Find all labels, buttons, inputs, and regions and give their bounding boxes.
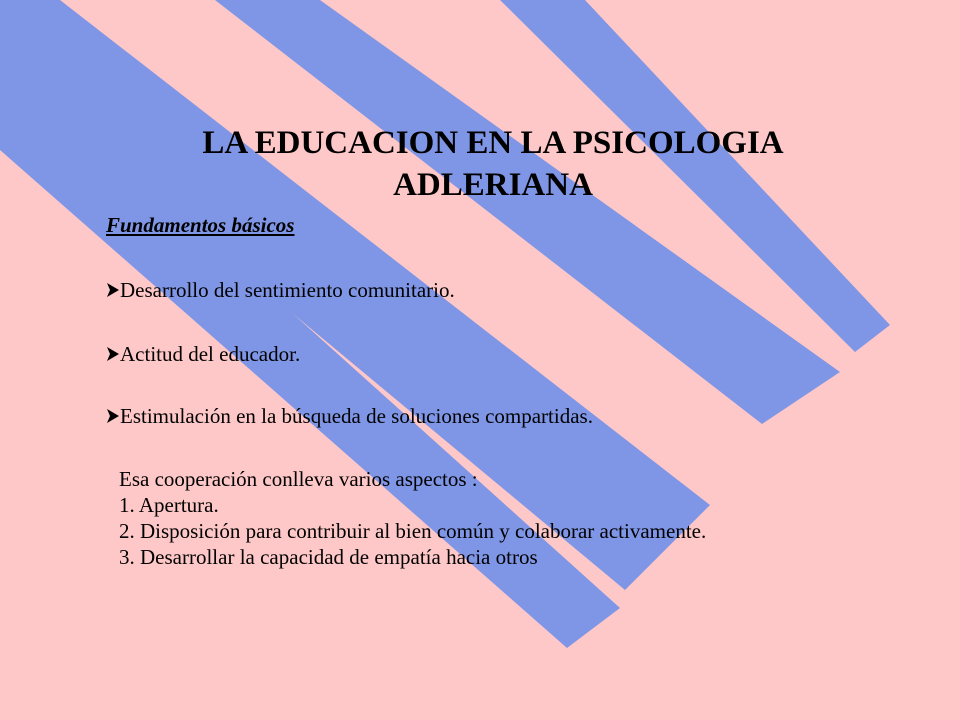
cooperation-block (119, 466, 706, 570)
title-line-2: ADLERIANA (393, 167, 593, 203)
bullet-text: Actitud del educador. (120, 342, 301, 366)
bullet-text: Desarrollo del sentimiento comunitario. (120, 278, 455, 302)
cooperation-item: 1. Apertura. (119, 493, 219, 517)
list-item (106, 341, 300, 367)
title-line-1: LA EDUCACION EN LA PSICOLOGIA (202, 125, 784, 161)
arrowhead-bullet-icon (106, 346, 120, 362)
list-item (106, 277, 455, 303)
page-title (100, 122, 886, 206)
bullet-text: Estimulación en la búsqueda de soluciones compartidas. (120, 404, 593, 428)
cooperation-item: 3. Desarrollar la capacidad de empatía hacia otros (119, 545, 538, 569)
arrowhead-bullet-icon (106, 282, 120, 298)
arrowhead-bullet-icon (106, 408, 120, 424)
section-subtitle: Fundamentos básicos (106, 213, 295, 237)
cooperation-intro: Esa cooperación conlleva varios aspectos : (119, 467, 478, 491)
list-item (106, 403, 593, 429)
cooperation-item: 2. Disposición para contribuir al bien común y colaborar activamente. (119, 519, 707, 543)
